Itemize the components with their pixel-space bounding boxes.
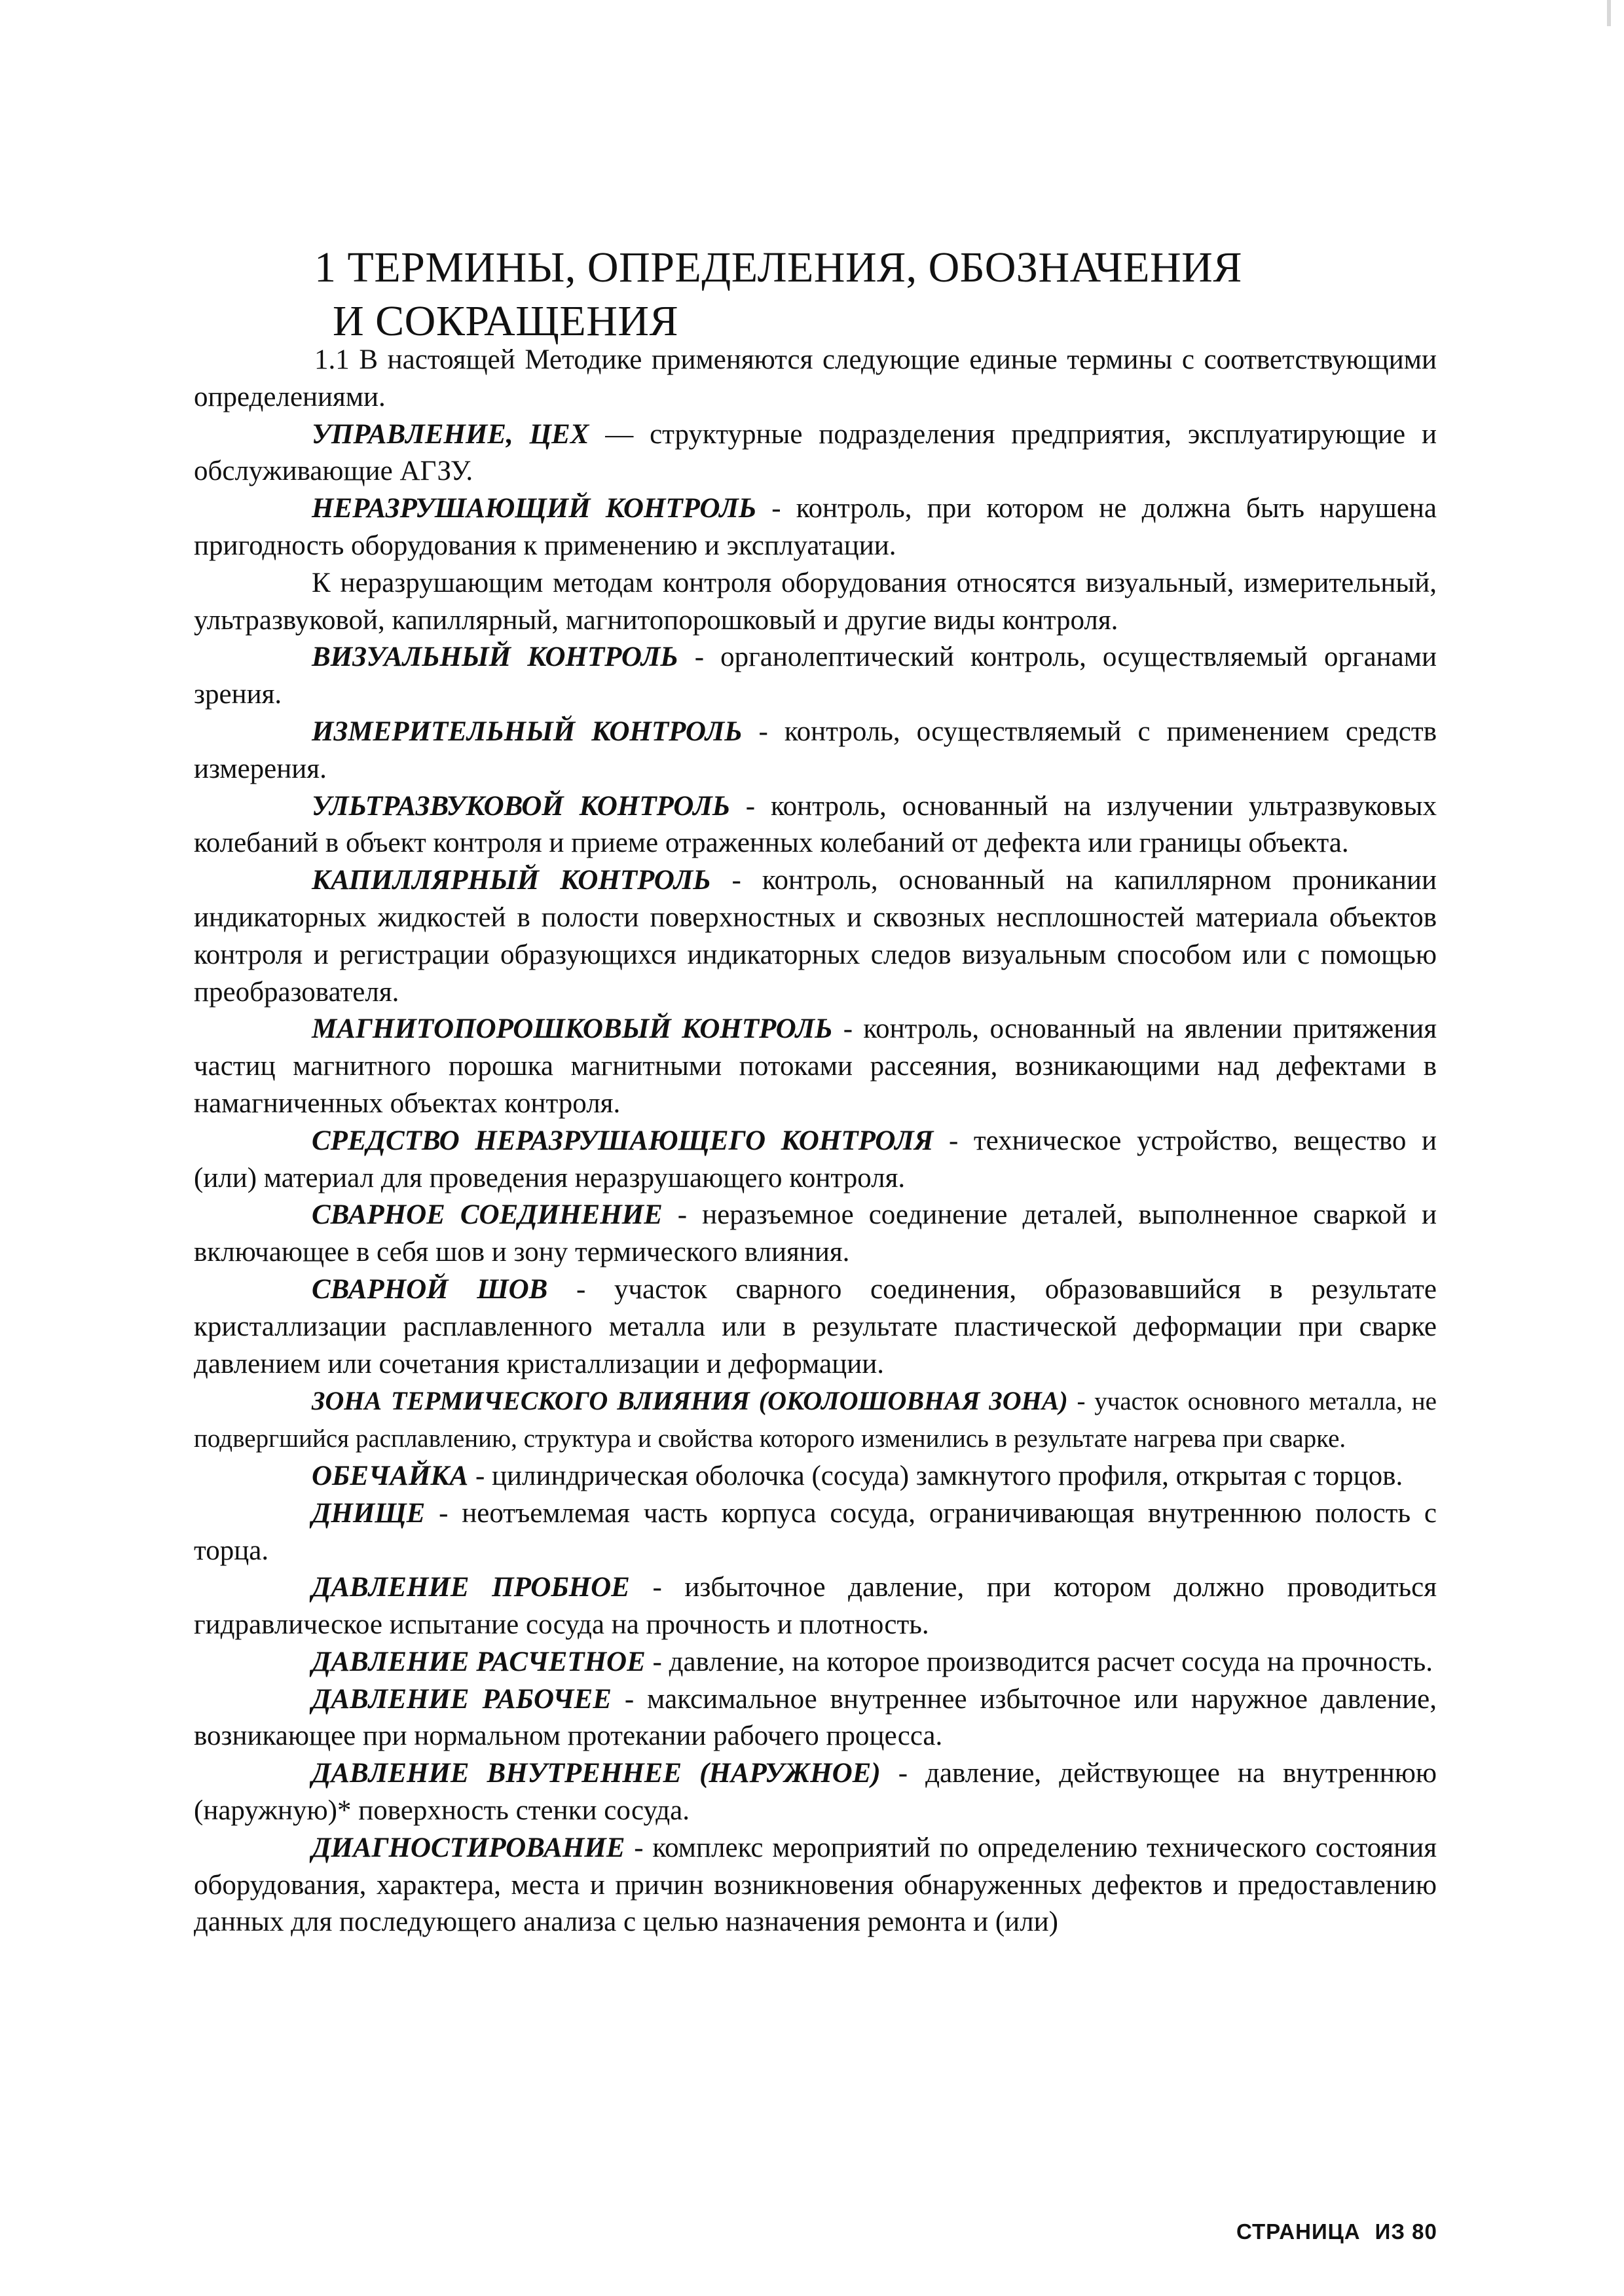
term-entry [194, 1123, 1437, 1197]
term-entry [194, 714, 1437, 788]
term-entry [194, 1755, 1437, 1830]
term-definition: - неразъемное соединение деталей, выполненное сваркой и включающее в себя шов и зону термического влияния. [194, 1199, 1437, 1268]
term-definition: - контроль, при котором не должна быть нарушена пригодность оборудования к применению и эксплуатации. [194, 493, 1437, 561]
section-heading-line-2: И СОКРАЩЕНИЯ [333, 297, 679, 345]
term-name: КАПИЛЛЯРНЫЙ КОНТРОЛЬ [312, 865, 711, 896]
terms-body [194, 342, 1437, 1941]
term-name: ЗОНА ТЕРМИЧЕСКОГО ВЛИЯНИЯ (ОКОЛОШОВНАЯ ЗОНА) [312, 1386, 1068, 1416]
term-entry [194, 1644, 1437, 1681]
term-definition: К неразрушающим методам контроля оборудования относятся визуальный, измерительный, ультразвуковой, капиллярный, магнитопорошковый и другие виды контроля. [194, 567, 1437, 636]
term-name: СРЕДСТВО НЕРАЗРУШАЮЩЕГО КОНТРОЛЯ [312, 1125, 934, 1156]
term-definition: - контроль, основанный на излучении ультразвуковых колебаний в объект контроля и приеме отраженных колебаний от дефекта или границы объекта. [194, 790, 1437, 859]
term-name: ВИЗУАЛЬНЫЙ КОНТРОЛЬ [312, 642, 678, 673]
term-definition: - контроль, основанный на капиллярном проникании индикаторных жидкостей в полости поверхностных и сквозных несплошностей материала объектов контроля и регистрации образующихся индикаторных следов визуальным способом или с помощью преобразователя. [194, 865, 1437, 1008]
term-definition: - давление, на которое производится расчет сосуда на прочность. [645, 1646, 1433, 1677]
term-entry [194, 1383, 1437, 1458]
term-definition: - участок сварного соединения, образовавшийся в результате кристаллизации расплавленного металла или в результате пластической деформации при сварке давлением или сочетания кристаллизации и деформации. [194, 1273, 1437, 1379]
intro-paragraph: 1.1 В настоящей Методике применяются следующие единые термины с соответствующими определениями. [194, 344, 1437, 412]
term-entry [194, 1681, 1437, 1756]
term-name: УПРАВЛЕНИЕ, ЦЕХ [312, 418, 589, 450]
term-name: ДНИЩЕ [312, 1497, 426, 1529]
term-definition: - техническое устройство, вещество и (или) материал для проведения неразрушающего контроля. [194, 1125, 1437, 1194]
term-entry [194, 1495, 1437, 1570]
section-heading [314, 241, 1428, 348]
term-name: СВАРНОЕ СОЕДИНЕНИЕ [312, 1199, 663, 1231]
term-name: СВАРНОЙ ШОВ [312, 1273, 548, 1305]
term-entry [194, 1569, 1437, 1644]
term-name: ДАВЛЕНИЕ РАСЧЕТНОЕ [312, 1646, 646, 1677]
page-total: ИЗ 80 [1375, 2219, 1437, 2244]
term-name: ИЗМЕРИТЕЛЬНЫЙ КОНТРОЛЬ [312, 716, 743, 747]
term-definition: - максимальное внутреннее избыточное или наружное давление, возникающее при нормальном протекании рабочего процесса. [194, 1683, 1437, 1752]
term-definition: - цилиндрическая оболочка (сосуда) замкнутого профиля, открытая с торцов. [468, 1460, 1403, 1491]
term-entry [194, 1271, 1437, 1383]
term-definition: - контроль, осуществляемый с применением средств измерения. [194, 716, 1437, 784]
term-entry [194, 416, 1437, 491]
scan-edge-mark [1607, 0, 1611, 26]
term-entry [194, 788, 1437, 863]
page-label: СТРАНИЦА [1236, 2219, 1361, 2244]
term-entry [194, 490, 1437, 565]
term-definition: - избыточное давление, при котором должно проводиться гидравлическое испытание сосуда на прочность и плотность. [194, 1572, 1437, 1641]
term-definition: - комплекс мероприятий по определению технического состояния оборудования, характера, места и причин возникновения обнаруженных дефектов и предоставлению данных для последующего анализа с целью назначения ремонта и (или) [194, 1832, 1437, 1938]
term-name: ДАВЛЕНИЕ РАБОЧЕЕ [312, 1683, 612, 1715]
term-name: МАГНИТОПОРОШКОВЫЙ КОНТРОЛЬ [312, 1013, 833, 1045]
term-definition: - участок основного металла, не подвергшийся расплавлению, структура и свойства которого изменились в результате нагрева при сварке. [194, 1387, 1437, 1453]
term-name: НЕРАЗРУШАЮЩИЙ КОНТРОЛЬ [312, 493, 757, 524]
term-definition: - органолептический контроль, осуществляемый органами зрения. [194, 642, 1437, 710]
term-entry [194, 1197, 1437, 1271]
term-entry [194, 862, 1437, 1011]
term-entry [194, 1011, 1437, 1122]
term-definition: — структурные подразделения предприятия, эксплуатирующие и обслуживающие АГЗУ. [194, 418, 1437, 487]
term-name: ДИАГНОСТИРОВАНИЕ [312, 1832, 625, 1863]
term-definition: - неотъемлемая часть корпуса сосуда, ограничивающая внутреннюю полость с торца. [194, 1497, 1437, 1566]
term-definition: - давление, действующее на внутреннюю (наружную)* поверхность стенки сосуда. [194, 1758, 1437, 1827]
term-name: ДАВЛЕНИЕ ПРОБНОЕ [312, 1572, 630, 1603]
page-footer [1236, 2219, 1437, 2244]
term-name: УЛЬТРАЗВУКОВОЙ КОНТРОЛЬ [312, 790, 730, 822]
term-entry [194, 639, 1437, 714]
term-definition: - контроль, основанный на явлении притяжения частиц магнитного порошка магнитными потоками рассеяния, возникающими над дефектами в намагниченных объектах контроля. [194, 1013, 1437, 1119]
plain-paragraph [194, 565, 1437, 640]
term-entry [194, 1458, 1437, 1495]
term-entry [194, 1830, 1437, 1941]
section-heading-line-1: 1 ТЕРМИНЫ, ОПРЕДЕЛЕНИЯ, ОБОЗНАЧЕНИЯ [314, 244, 1242, 291]
term-name: ОБЕЧАЙКА [312, 1460, 469, 1491]
term-name: ДАВЛЕНИЕ ВНУТРЕННЕЕ (НАРУЖНОЕ) [312, 1758, 881, 1789]
